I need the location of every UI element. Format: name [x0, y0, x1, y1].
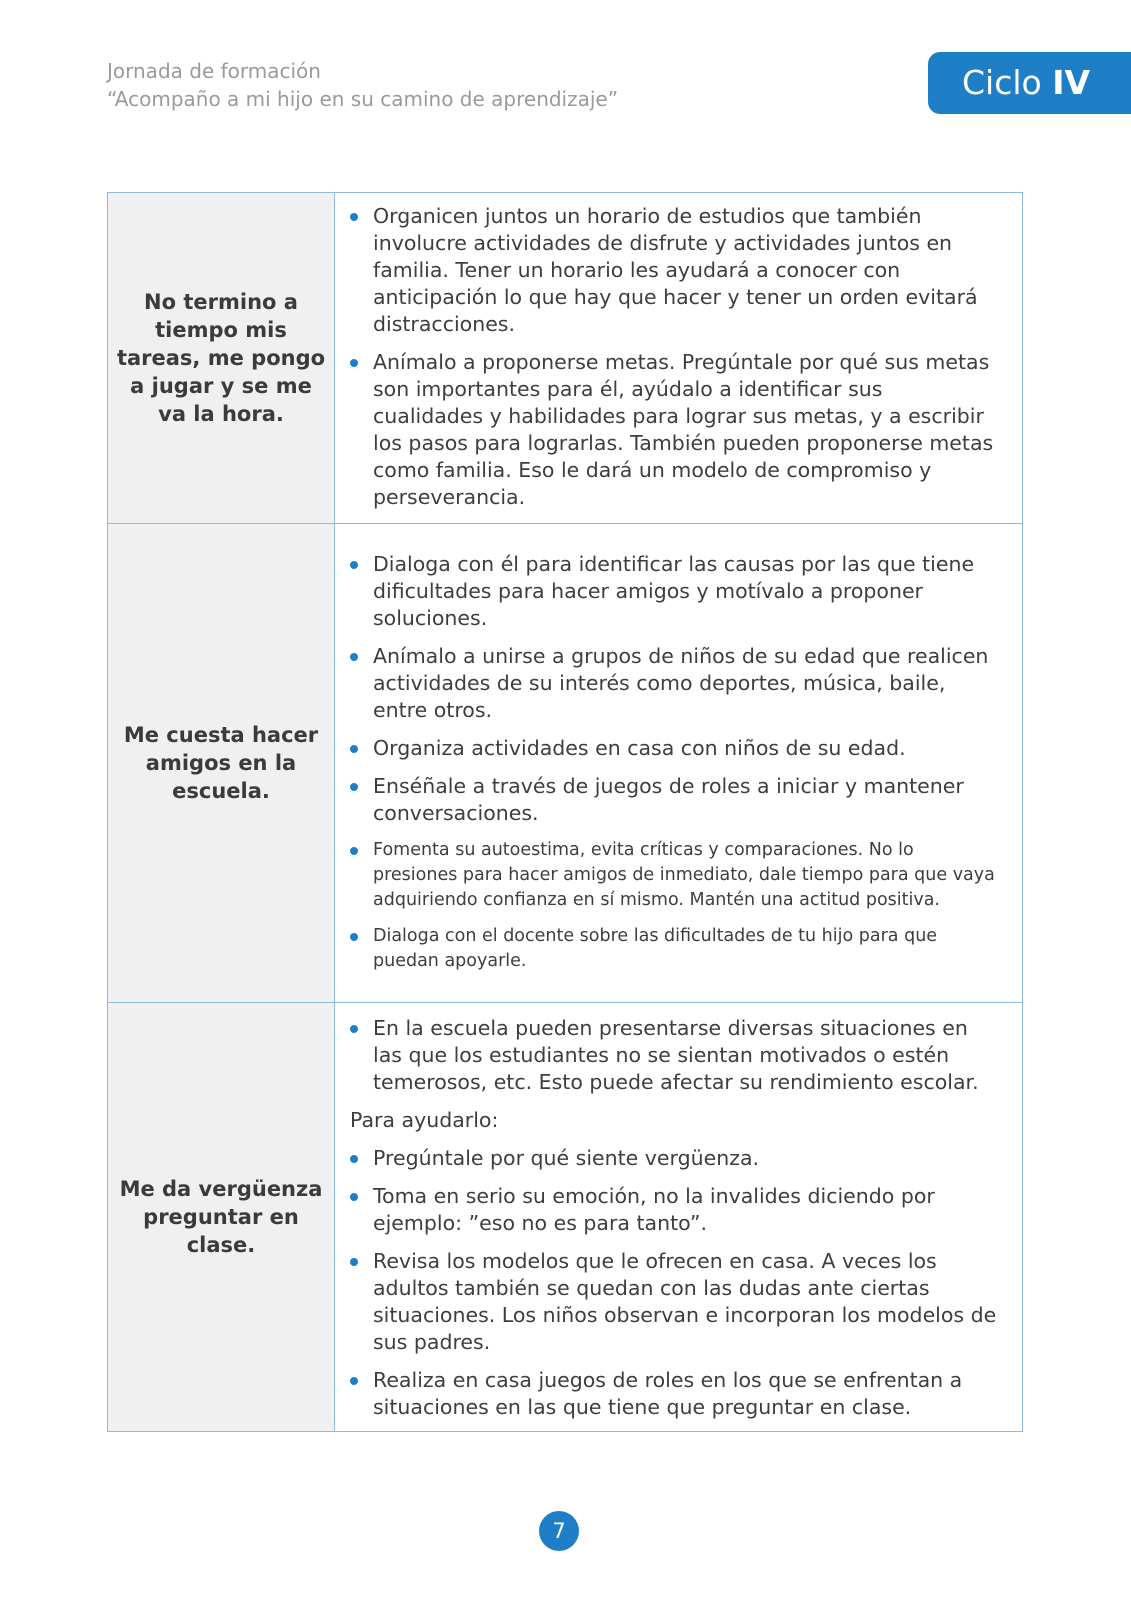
list-item [350, 1015, 998, 1096]
tip-text: Pregúntale por qué siente vergüenza. [373, 1146, 760, 1170]
page-number: 7 [539, 1511, 579, 1551]
tip-text: Fomenta su autoestima, evita críticas y comparaciones. No lo presiones para hacer amigos de inmediato, dale tiempo para que vaya adquiriendo confianza en sí mismo. Mantén una actitud positiva. [373, 839, 995, 910]
list-item [350, 349, 998, 511]
list-item [350, 551, 998, 632]
document-title: Jornada de formación [107, 59, 321, 83]
tips-cell [335, 1003, 1023, 1432]
cycle-label: Ciclo [962, 63, 1042, 102]
tip-text: Dialoga con él para identificar las causas por las que tiene dificultades para hacer amigos y motívalo a proponer soluciones. [373, 551, 975, 630]
list-item [350, 838, 998, 913]
bullet-icon [350, 653, 358, 661]
guidance-table [107, 192, 1023, 1432]
bullet-icon [350, 561, 358, 569]
bullet-icon [350, 359, 358, 367]
bullet-icon [350, 745, 358, 753]
tip-text: Anímalo a proponerse metas. Pregúntale por qué sus metas son importantes para él, ayúdalo a identificar sus cualidades y habilidades para lograr sus metas, y a escribir los pasos para lograrlas. También pueden proponerse metas como familia. Eso le dará un modelo de compromiso y perseverancia. [373, 350, 994, 509]
list-item [350, 1367, 998, 1421]
tip-text: Toma en serio su emoción, no la invalides diciendo por ejemplo: ”eso no es para tanto”. [373, 1184, 935, 1235]
list-item [350, 203, 998, 338]
table-row [108, 1003, 1023, 1432]
bullet-icon [350, 213, 358, 221]
problem-text: Me cuesta hacer amigos en la escuela. [123, 723, 319, 803]
bullet-icon [350, 847, 358, 855]
list-item [350, 924, 998, 974]
tip-text: Anímalo a unirse a grupos de niños de su edad que realicen actividades de su interés como deportes, música, baile, entre otros. [373, 643, 989, 722]
bullet-icon [350, 783, 358, 791]
problem-cell [108, 524, 335, 1003]
tips-cell [335, 193, 1023, 524]
tip-text: Revisa los modelos que le ofrecen en casa. A veces los adultos también se quedan con las dudas ante ciertas situaciones. Los niños observan e incorporan los modelos de sus padres. [373, 1249, 997, 1354]
problem-text: Me da vergüenza preguntar en clase. [119, 1177, 323, 1257]
tip-text: En la escuela pueden presentarse diversas situaciones en las que los estudiantes no se sientan motivados o estén temerosos, etc. Esto puede afectar su rendimiento escolar. [373, 1016, 979, 1094]
document-subtitle: “Acompaño a mi hijo en su camino de aprendizaje” [107, 87, 619, 111]
list-item [350, 643, 998, 724]
list-item [350, 1145, 998, 1172]
list-item [350, 1183, 998, 1237]
bullet-icon [350, 1025, 358, 1033]
tip-list [350, 1145, 998, 1421]
bullet-icon [350, 1193, 358, 1201]
cycle-badge [928, 52, 1131, 114]
tip-list [350, 1015, 998, 1096]
list-item [350, 735, 998, 762]
tip-text: Realiza en casa juegos de roles en los que se enfrentan a situaciones en las que tiene que preguntar en clase. [373, 1368, 963, 1419]
bullet-icon [350, 1377, 358, 1385]
list-item [350, 1248, 998, 1356]
table-row [108, 193, 1023, 524]
list-item [350, 773, 998, 827]
tips-cell [335, 524, 1023, 1003]
table-row [108, 524, 1023, 1003]
tip-text: Dialoga con el docente sobre las dificultades de tu hijo para que puedan apoyarle. [373, 925, 938, 971]
tip-text: Enséñale a través de juegos de roles a iniciar y mantener conversaciones. [373, 773, 964, 825]
tip-text: Organicen juntos un horario de estudios que también involucre actividades de disfrute y actividades juntos en familia. Tener un horario les ayudará a conocer con anticipación lo que hay que hacer y tener un orden evitará distracciones. [373, 204, 978, 336]
problem-cell [108, 1003, 335, 1432]
tip-list [350, 551, 998, 974]
tip-text: Organiza actividades en casa con niños de su edad. [373, 735, 906, 760]
cycle-number: IV [1052, 63, 1091, 102]
problem-cell [108, 193, 335, 524]
help-label: Para ayudarlo: [350, 1108, 499, 1132]
bullet-icon [350, 1155, 358, 1163]
problem-text: No termino a tiempo mis tareas, me pongo a jugar y se me va la hora. [116, 290, 326, 426]
bullet-icon [350, 933, 358, 941]
bullet-icon [350, 1258, 358, 1266]
tip-list [350, 203, 998, 511]
